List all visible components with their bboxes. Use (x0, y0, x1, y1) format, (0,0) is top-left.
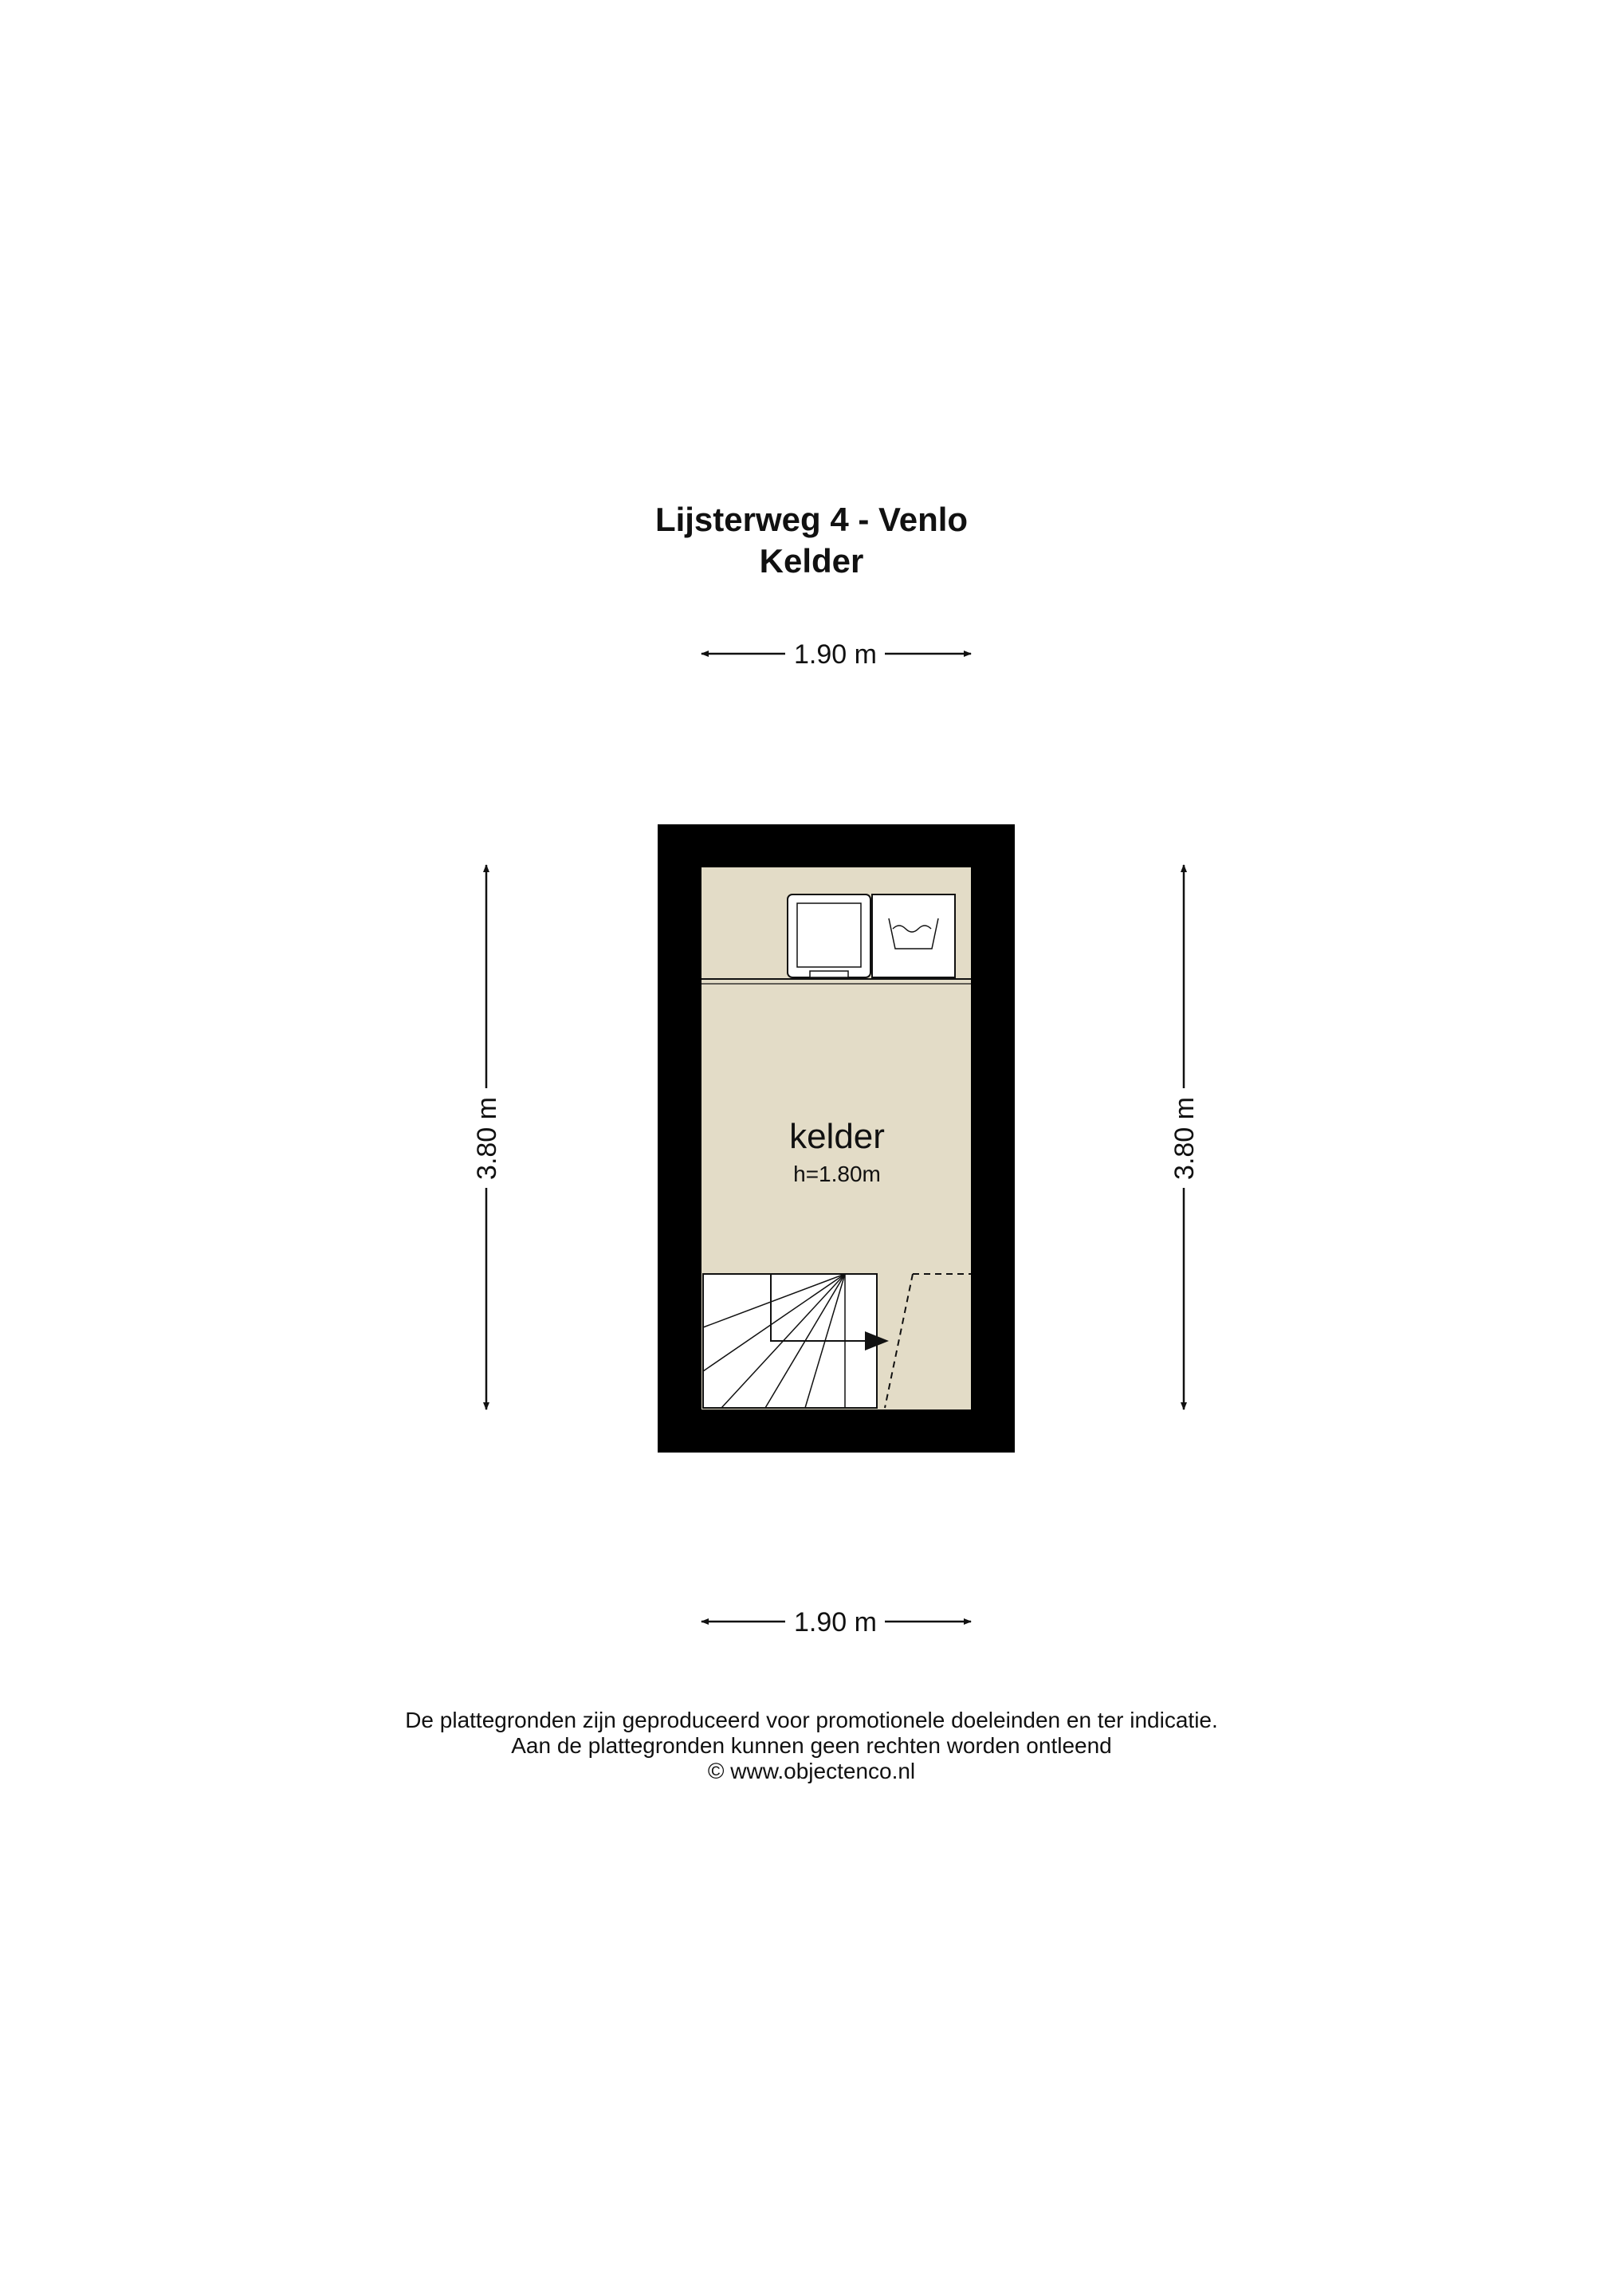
right-height-label: 3.80 m (1169, 1097, 1200, 1180)
address-title: Lijsterweg 4 - Venlo (654, 501, 969, 538)
disclaimer-line-1: De plattegronden zijn geproduceerd voor promotionele doeleinden en ter indicatie. (405, 1708, 1218, 1732)
staircase-icon (703, 1274, 889, 1408)
left-height-dimension (472, 865, 502, 1409)
room-height: h=1.80m (793, 1162, 881, 1186)
bottom-width-dimension (701, 1607, 971, 1637)
right-height-dimension (1169, 865, 1200, 1409)
disclaimer-line-3: © www.objectenco.nl (707, 1759, 916, 1783)
floor-title: Kelder (759, 542, 864, 580)
sink-icon (872, 894, 955, 977)
left-height-label: 3.80 m (472, 1097, 502, 1180)
top-width-label: 1.90 m (794, 639, 877, 670)
room-name: kelder (789, 1117, 885, 1156)
bottom-width-label: 1.90 m (794, 1607, 877, 1637)
disclaimer-line-2: Aan de plattegronden kunnen geen rechten worden ontleend (511, 1733, 1112, 1758)
top-width-dimension (701, 639, 971, 670)
washing-machine-icon (788, 894, 870, 977)
disclaimer (0, 1708, 1623, 1784)
